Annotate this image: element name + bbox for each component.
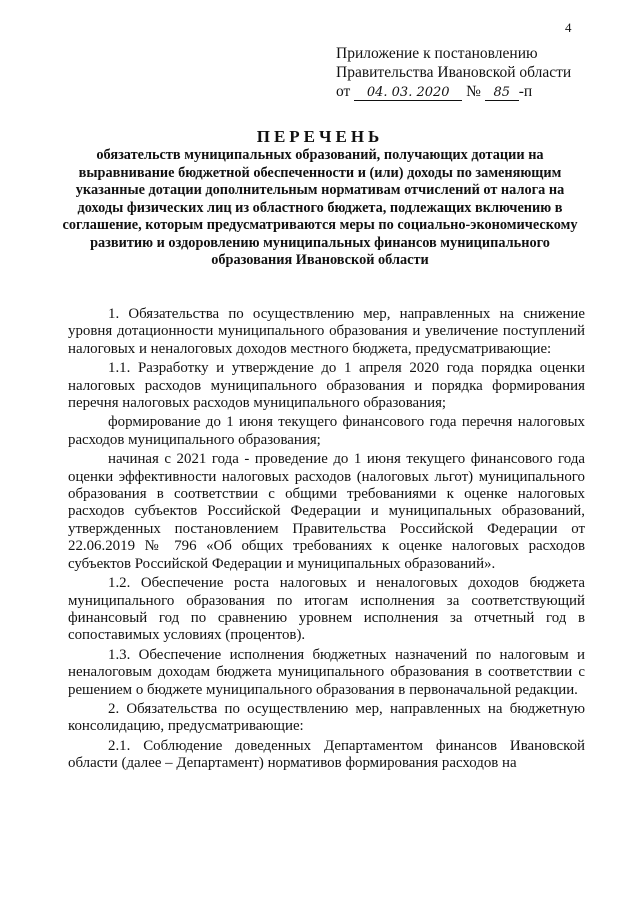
appendix-line-2: Правительства Ивановской области — [336, 64, 572, 81]
paragraph-1-1: 1.1. Разработку и утверждение до 1 апреля 2020 года порядка оценки налоговых расходов муниципального образования и порядка формирования перечня налоговых расходов муниципального образования; — [68, 360, 585, 412]
document-subtitle: обязательств муниципальных образований, получающих дотации на выравнивание бюджетной обеспеченности и (или) доходы по заменяющим указанные дотации дополнительным нормативам отчислений от налога на доходы физических лиц из областного бюджета, подлежащих включению в соглашение, которым предусматриваются меры по социально-экономическому развитию и оздоровлению муниципальных финансов муниципального образования Ивановской области — [62, 147, 578, 268]
appendix-number-label: № — [466, 83, 481, 100]
document-title: ПЕРЕЧЕНЬ — [256, 127, 384, 146]
paragraph-1: 1. Обязательства по осуществлению мер, направленных на снижение уровня дотационности муниципального образования и увеличение поступлений налоговых и неналоговых доходов местного бюджета, предусматривающие: — [68, 306, 585, 357]
paragraph-2-1: 2.1. Соблюдение доведенных Департаментом финансов Ивановской области (далее – Департамент) нормативов формирования расходов на — [68, 737, 585, 772]
paragraph-1-3: 1.3. Обеспечение исполнения бюджетных назначений по налоговым и неналоговым доходам бюджета муниципального образования в соответствии с решением о бюджете муниципального образования в первоначальной редакции. — [68, 646, 585, 698]
appendix-suffix: -п — [518, 83, 533, 100]
appendix-line-1: Приложение к постановлению — [336, 45, 538, 62]
appendix-line-3 — [336, 82, 596, 101]
paragraph-1-2: 1.2. Обеспечение роста налоговых и неналоговых доходов бюджета муниципального образования по итогам исполнения за соответствующий финансовый год по сравнению уровнем исполнения за отчетный год в сопоставимых условиях (процентов). — [68, 575, 585, 644]
page-number: 4 — [565, 20, 572, 35]
appendix-from-label: от — [336, 83, 351, 100]
appendix-header — [336, 44, 596, 101]
paragraph-1-1-a: формирование до 1 июня текущего финансового года перечня налоговых расходов муниципального образования; — [68, 414, 585, 448]
handwritten-date: 04. 03. 2020 — [354, 86, 462, 101]
document-body — [68, 306, 585, 775]
handwritten-number: 85 — [485, 86, 519, 101]
paragraph-2: 2. Обязательства по осуществлению мер, направленных на бюджетную консолидацию, предусматривающие: — [68, 700, 585, 735]
paragraph-1-1-b: начиная с 2021 года - проведение до 1 июня текущего финансового года оценки эффективности налоговых расходов (налоговых льгот) муниципального образования в соответствии с общими требованиями к оценке налоговых расходов субъектов Российской Федерации и муниципальных образований, утвержденных постановлением Правительства Российской Федерации от 22.06.2019 № 796 «Об общих требованиях к оценке налоговых расходов субъектов Российской Федерации и муниципальных образований». — [68, 451, 585, 572]
